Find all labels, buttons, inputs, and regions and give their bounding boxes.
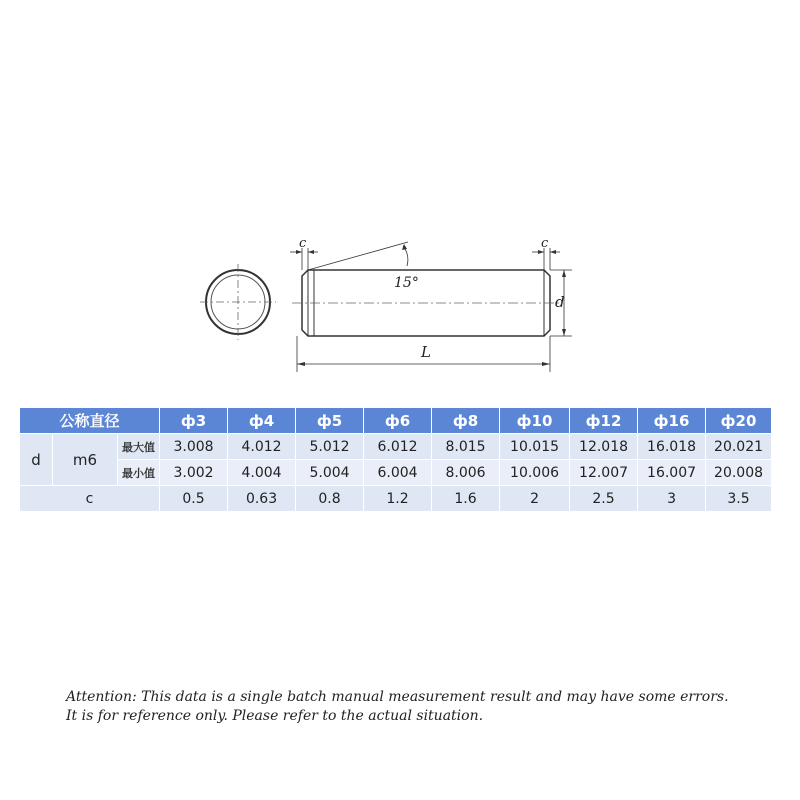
max-value-cell: 12.018 [570, 434, 638, 460]
dim-L-label: L [421, 343, 431, 361]
max-label: 最大值 [118, 434, 160, 460]
c-value-cell: 1.6 [432, 486, 500, 512]
d-label: d [20, 434, 53, 486]
dim-c-right-label: c [541, 236, 549, 251]
end-view [200, 264, 276, 340]
dim-c-right [532, 236, 560, 270]
c-value-cell: 0.5 [160, 486, 228, 512]
pin-side-view [292, 270, 562, 336]
min-value-row [20, 460, 772, 486]
c-value-cell: 2.5 [570, 486, 638, 512]
dim-angle [308, 242, 419, 291]
spec-header-row [20, 408, 772, 434]
chamfer-row [20, 486, 772, 512]
spec-table [20, 408, 772, 512]
header-size: ф12 [570, 408, 638, 434]
header-size: ф4 [228, 408, 296, 434]
max-value-cell: 6.012 [364, 434, 432, 460]
c-value-cell: 2 [500, 486, 570, 512]
min-value-cell: 5.004 [296, 460, 364, 486]
header-size: ф20 [706, 408, 772, 434]
max-value-cell: 3.008 [160, 434, 228, 460]
c-value-cell: 0.63 [228, 486, 296, 512]
max-value-cell: 8.015 [432, 434, 500, 460]
c-value-cell: 3 [638, 486, 706, 512]
min-value-cell: 4.004 [228, 460, 296, 486]
min-value-cell: 12.007 [570, 460, 638, 486]
min-value-cell: 6.004 [364, 460, 432, 486]
header-nominal-diameter: 公称直径 [20, 408, 160, 434]
min-value-cell: 20.008 [706, 460, 772, 486]
header-size: ф6 [364, 408, 432, 434]
dim-d-label: d [555, 293, 565, 311]
header-size: ф8 [432, 408, 500, 434]
max-value-row [20, 434, 772, 460]
c-value-cell: 3.5 [706, 486, 772, 512]
header-size: ф5 [296, 408, 364, 434]
min-value-cell: 16.007 [638, 460, 706, 486]
min-value-cell: 3.002 [160, 460, 228, 486]
header-size: ф10 [500, 408, 570, 434]
max-value-cell: 10.015 [500, 434, 570, 460]
dim-c-left [290, 236, 318, 270]
min-value-cell: 10.006 [500, 460, 570, 486]
max-value-cell: 4.012 [228, 434, 296, 460]
dim-L [297, 336, 550, 372]
dim-angle-label: 15° [394, 275, 419, 291]
attention-note [66, 688, 766, 726]
max-value-cell: 20.021 [706, 434, 772, 460]
c-value-cell: 0.8 [296, 486, 364, 512]
min-label: 最小值 [118, 460, 160, 486]
header-size: ф16 [638, 408, 706, 434]
min-value-cell: 8.006 [432, 460, 500, 486]
c-value-cell: 1.2 [364, 486, 432, 512]
dim-c-left-label: c [299, 236, 307, 251]
max-value-cell: 5.012 [296, 434, 364, 460]
attention-note-line-2: It is for reference only. Please refer to the actual situation. [66, 708, 484, 724]
header-size: ф3 [160, 408, 228, 434]
attention-note-line-1: Attention: This data is a single batch manual measurement result and may have some errors. [66, 689, 729, 705]
max-value-cell: 16.018 [638, 434, 706, 460]
c-label: c [20, 486, 160, 512]
tolerance-label: m6 [53, 434, 118, 486]
